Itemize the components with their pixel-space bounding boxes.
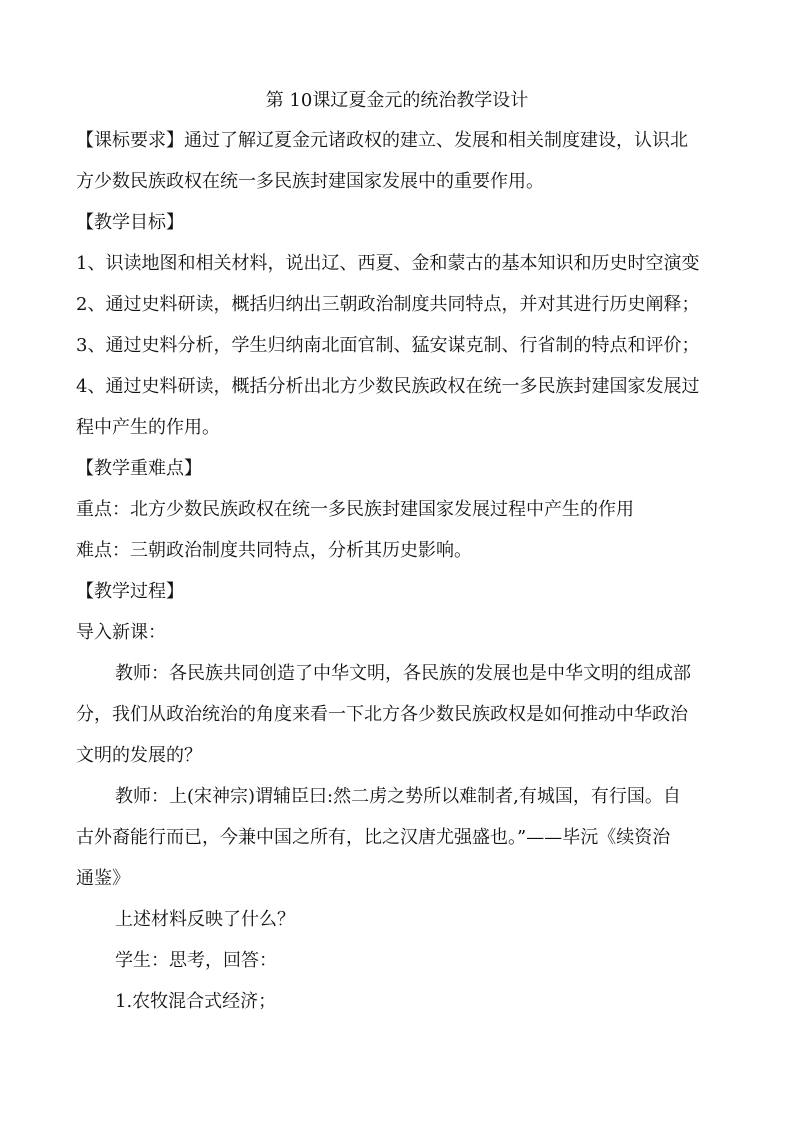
teacher1-line-1: 教师：各民族共同创造了中华文明，各民族的发展也是中华文明的组成部 (115, 663, 691, 684)
process-heading: 【教学过程】 (76, 581, 184, 602)
goal-item-2: 2、通过史料研读，概括归纳出三朝政治制度共同特点，并对其进行历史阐释； (76, 294, 700, 315)
teacher2-line-3: 通鉴》 (76, 868, 130, 889)
teacher1-line-3: 文明的发展的？ (76, 745, 202, 766)
goals-heading: 【教学目标】 (76, 212, 184, 233)
key-point: 重点：北方少数民族政权在统一多民族封建国家发展过程中产生的作用 (76, 499, 634, 520)
goal-item-4: 4、通过史料研读，概括分析出北方少数民族政权在统一多民族封建国家发展过 (76, 376, 700, 397)
difficult-point: 难点：三朝政治制度共同特点，分析其历史影响。 (76, 540, 472, 561)
answer-item-1: 1.农牧混合式经济； (115, 991, 277, 1012)
standard-line-2: 方少数民族政权在统一多民族封建国家发展中的重要作用。 (76, 171, 544, 192)
goal-item-3: 3、通过史料分析，学生归纳南北面官制、猛安谋克制、行省制的特点和评价； (76, 335, 700, 356)
teacher2-line-1: 教师：上(宋神宗)谓辅臣曰:然二虏之势所以难制者,有城国，有行国。自 (115, 786, 681, 807)
student-text: 学生：思考，回答： (115, 950, 277, 971)
document-title: 第 10课辽夏金元的统治教学设计 (265, 90, 529, 111)
teacher1-line-2: 分，我们从政治统治的角度来看一下北方各少数民族政权是如何推动中华政治 (76, 704, 688, 725)
goal-item-4-continued: 程中产生的作用。 (76, 417, 220, 438)
standard-line-1: 【课标要求】通过了解辽夏金元诸政权的建立、发展和相关制度建设，认识北 (76, 130, 688, 151)
goal-item-1: 1、识读地图和相关材料，说出辽、西夏、金和蒙古的基本知识和历史时空演变 (76, 253, 700, 274)
question-text: 上述材料反映了什么？ (115, 909, 295, 930)
keypoints-heading: 【教学重难点】 (76, 458, 202, 479)
intro-label: 导入新课： (76, 622, 166, 643)
teacher2-line-2: 古外裔能行而已，今兼中国之所有，比之汉唐尤强盛也。”——毕沅《续资治 (76, 827, 671, 848)
